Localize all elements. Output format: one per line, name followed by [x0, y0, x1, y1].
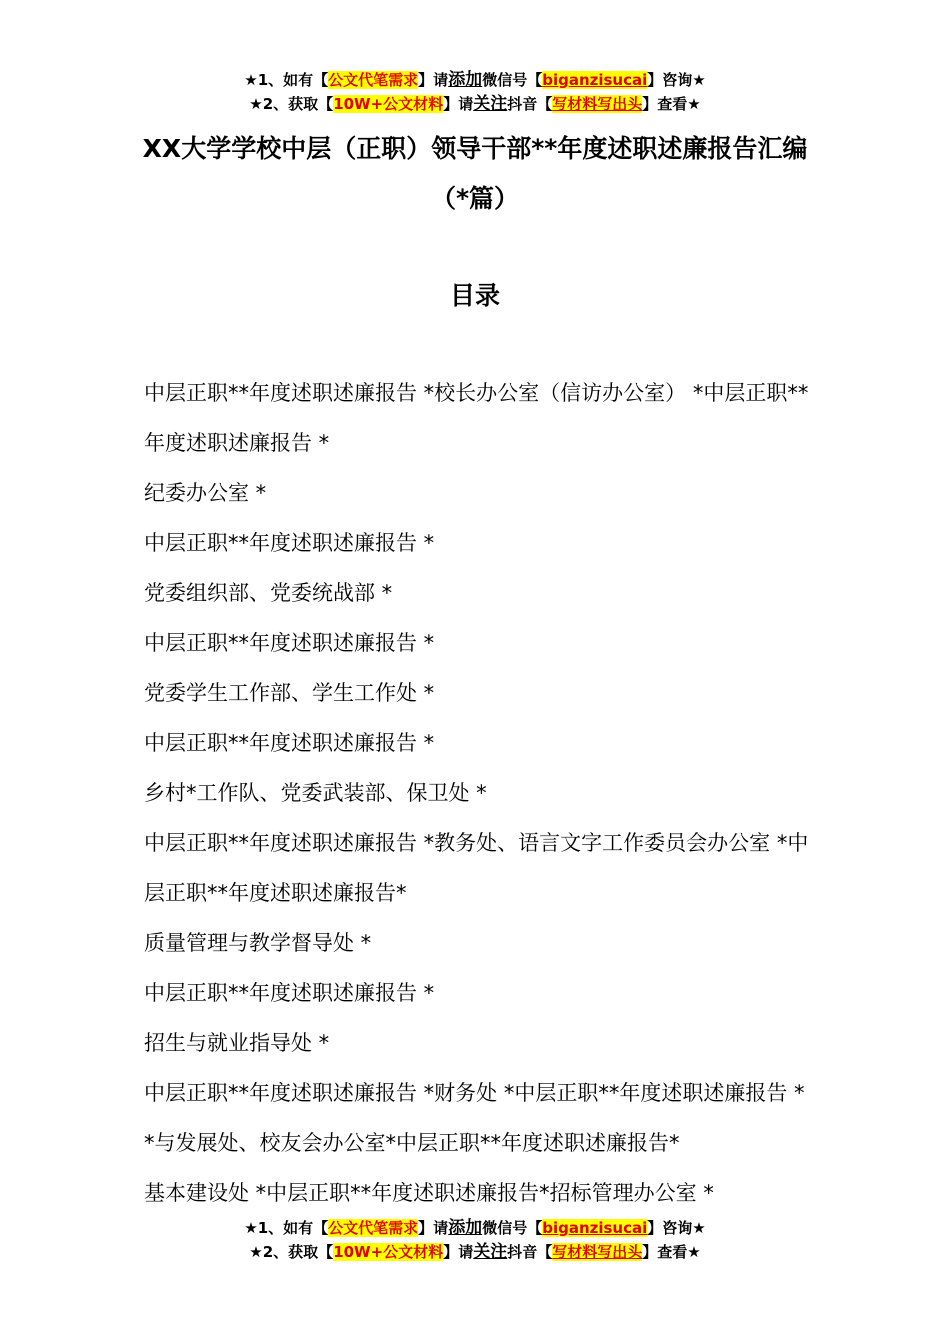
- ad-text: 】查看★: [642, 95, 701, 113]
- ad-text: 微信号【: [482, 71, 543, 89]
- ad-line-2: [0, 1240, 950, 1264]
- ad-text: ★1、如有【: [244, 1219, 329, 1237]
- douyin-account-link[interactable]: 写材料写出头: [552, 95, 643, 113]
- ad-emphasis: 添加: [448, 70, 483, 90]
- ad-line-1: [0, 1216, 950, 1240]
- toc-entry[interactable]: 基本建设处 *中层正职**年度述职述廉报告*招标管理办公室 *: [144, 1181, 714, 1205]
- ad-emphasis: 关注: [473, 1242, 508, 1262]
- wechat-id-link[interactable]: biganzisucai: [542, 1219, 648, 1237]
- toc-entry[interactable]: 党委学生工作部、学生工作处 *: [144, 681, 435, 705]
- ad-text: 抖音【: [507, 95, 553, 113]
- toc-entry[interactable]: 中层正职**年度述职述廉报告 *: [144, 731, 435, 755]
- douyin-account-link[interactable]: 写材料写出头: [552, 1243, 643, 1261]
- ad-highlight: 10W+公文材料: [333, 1243, 444, 1261]
- ad-emphasis: 添加: [448, 1218, 483, 1238]
- toc-entry[interactable]: 中层正职**年度述职述廉报告 *财务处 *中层正职**年度述职述廉报告 **与发展处、校友会办公室*中层正职**年度述职述廉报告*: [144, 1081, 805, 1155]
- ad-text: 抖音【: [507, 1243, 553, 1261]
- ad-text: 】请: [418, 71, 449, 89]
- wechat-id-link[interactable]: biganzisucai: [542, 71, 648, 89]
- ad-text: ★2、获取【: [249, 95, 334, 113]
- toc-entry[interactable]: 质量管理与教学督导处 *: [144, 931, 372, 955]
- bottom-ad-banner: [0, 1216, 950, 1264]
- toc-entry[interactable]: 乡村*工作队、党委武装部、保卫处 *: [144, 781, 487, 805]
- toc-entry[interactable]: 招生与就业指导处 *: [144, 1031, 330, 1055]
- ad-text: 】请: [443, 1243, 474, 1261]
- toc-entry[interactable]: 中层正职**年度述职述廉报告 *: [144, 531, 435, 555]
- top-ad-banner: [0, 68, 950, 116]
- ad-highlight: 10W+公文材料: [333, 95, 444, 113]
- ad-text: 】请: [418, 1219, 449, 1237]
- ad-text: 】查看★: [642, 1243, 701, 1261]
- ad-emphasis: 关注: [473, 94, 508, 114]
- ad-line-2: [0, 92, 950, 116]
- ad-highlight: 公文代笔需求: [328, 71, 419, 89]
- document-title: XX大学学校中层（正职）领导干部**年度述职述廉报告汇编（*篇）: [142, 134, 808, 213]
- ad-line-1: [0, 68, 950, 92]
- ad-text: ★2、获取【: [249, 1243, 334, 1261]
- toc-entry[interactable]: 中层正职**年度述职述廉报告 *教务处、语言文字工作委员会办公室 *中层正职**年度述职述廉报告*: [144, 831, 809, 905]
- ad-text: 】请: [443, 95, 474, 113]
- toc-entry[interactable]: 纪委办公室 *: [144, 481, 267, 505]
- ad-text: 】咨询★: [647, 71, 706, 89]
- toc-entry[interactable]: 中层正职**年度述职述廉报告 *: [144, 981, 435, 1005]
- ad-highlight: 公文代笔需求: [328, 1219, 419, 1237]
- toc-entry[interactable]: 中层正职**年度述职述廉报告 *: [144, 631, 435, 655]
- toc-heading: 目录: [449, 281, 500, 310]
- ad-text: 微信号【: [482, 1219, 543, 1237]
- ad-text: 】咨询★: [647, 1219, 706, 1237]
- toc-entry[interactable]: 中层正职**年度述职述廉报告 *校长办公室（信访办公室） *中层正职**年度述职述廉报告 *: [144, 381, 809, 455]
- toc-entry[interactable]: 党委组织部、党委统战部 *: [144, 581, 393, 605]
- table-of-contents: [144, 368, 814, 1218]
- ad-text: ★1、如有【: [244, 71, 329, 89]
